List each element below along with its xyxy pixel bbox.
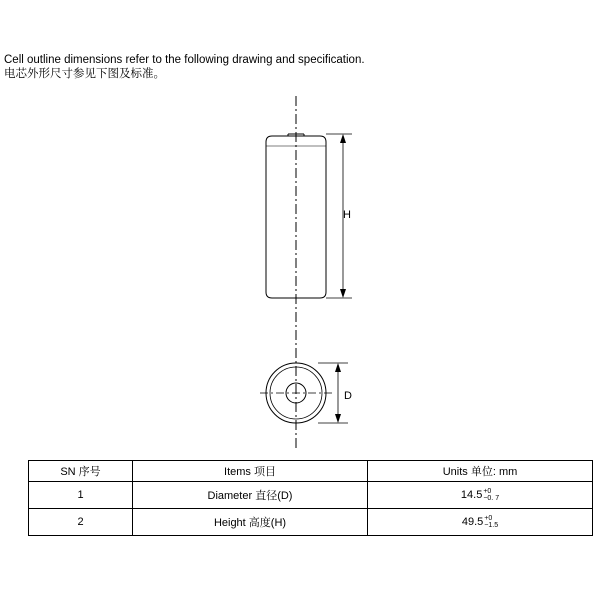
- row-value-cell: [368, 482, 593, 509]
- dimension-spec-table: [28, 460, 593, 536]
- tolerance-lower: −1.5: [484, 522, 499, 529]
- table-row: [29, 482, 593, 509]
- header-units: Units 单位: mm: [368, 461, 593, 482]
- diameter-label: D: [344, 390, 352, 402]
- row-value: 49.5: [461, 516, 484, 528]
- height-label: H: [343, 209, 351, 221]
- row-value-cell: [368, 509, 593, 536]
- intro-line-english: Cell outline dimensions refer to the following drawing and specification.: [4, 54, 365, 66]
- row-tolerance: [484, 515, 498, 529]
- row-item: Height 高度(H): [133, 509, 368, 536]
- tolerance-lower: −0. 7: [483, 495, 500, 502]
- tolerance-upper: +0: [483, 488, 492, 495]
- row-tolerance: [483, 488, 499, 502]
- row-item: Diameter 直径(D): [133, 482, 368, 509]
- header-items: Items 项目: [133, 461, 368, 482]
- intro-line-chinese: 电芯外形尺寸参见下图及标准。: [4, 68, 165, 80]
- table-header-row: [29, 461, 593, 482]
- header-sn: SN 序号: [29, 461, 133, 482]
- row-sn: 1: [29, 482, 133, 509]
- tolerance-upper: +0: [484, 515, 493, 522]
- table-row: [29, 509, 593, 536]
- row-sn: 2: [29, 509, 133, 536]
- row-value: 14.5: [460, 489, 483, 501]
